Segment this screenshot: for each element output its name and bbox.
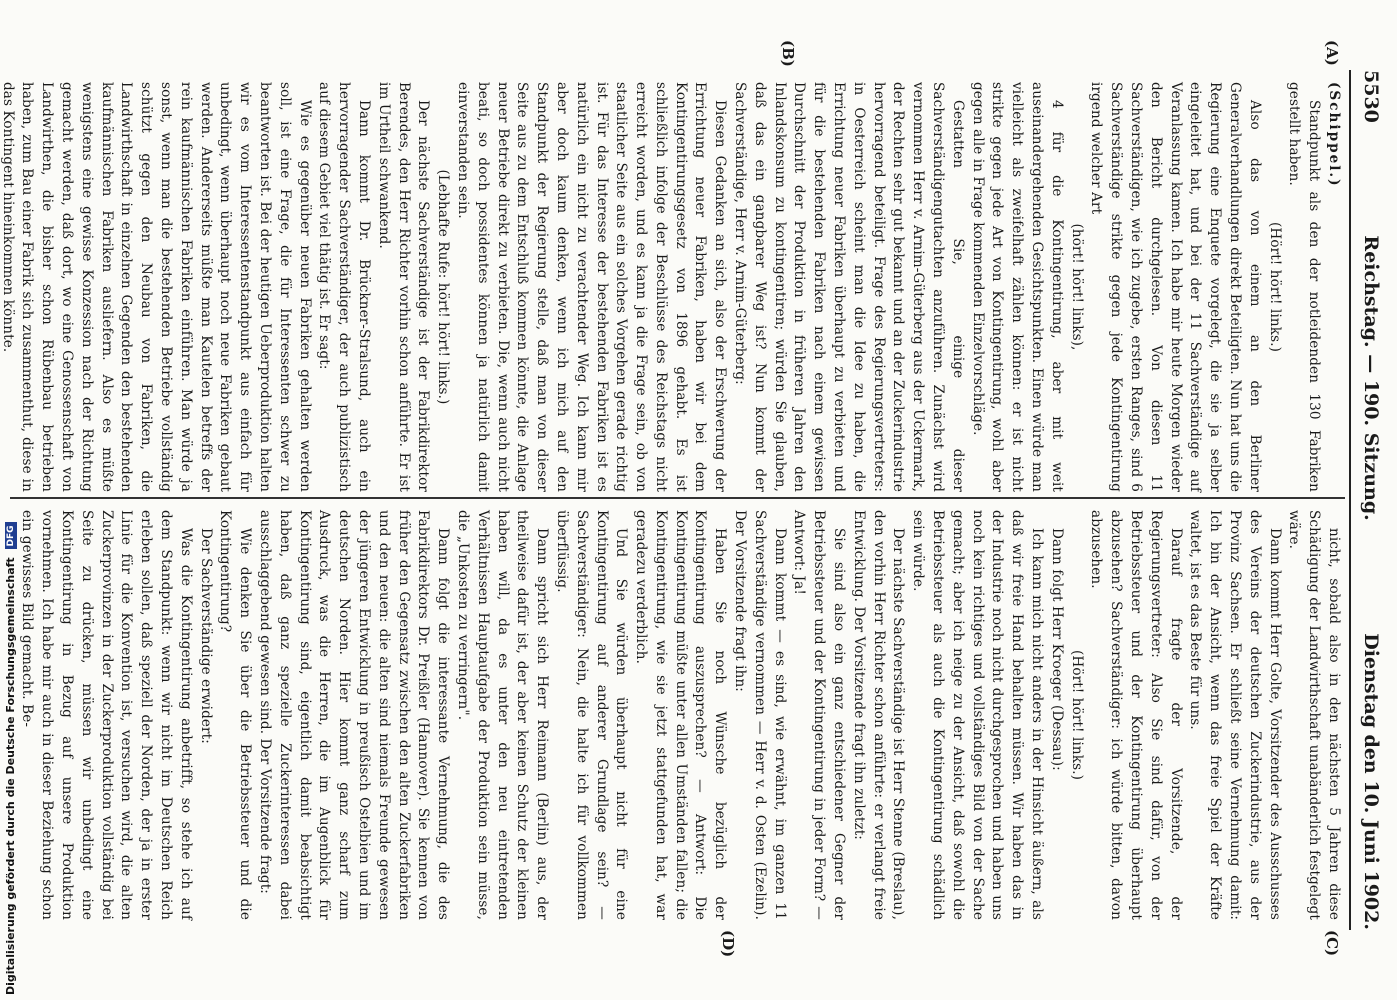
- paragraph: 4 für die Kontingentirung, aber mit weit auseinandergehenden Gesichtspunkten. Einen würde man vielleicht als zweifelhaft zählen können: er ist nicht strikte gegen jede Art von Kontingentirung, wohl aber gegen alle in Frage kommenden Einzelvorschläge.: [969, 82, 1065, 492]
- margin-marker-d: (D): [719, 930, 737, 958]
- paragraph: Der nächste Sachverständige ist der Fabrikdirektor Berendes, den Herr Richter vorhin schon anführte. Er ist im Urtheil schwankend.: [375, 82, 432, 492]
- paragraph: Standpunkt als den der notleidenden 130 Fabriken gestellt haben.: [1286, 82, 1323, 492]
- paragraph: (hört! hört! links),: [1068, 223, 1085, 351]
- digitization-credit: [4, 522, 17, 995]
- margin-marker-b: (B): [779, 40, 797, 67]
- paragraph: Haben Sie noch Wünsche bezüglich der Kontingentirung auszusprechen? — Antwort: Die Kontingentirung müßte unter allen Umständen fallen; die Kontingentirung, wie sie jetzt stattgefunden hat, war geradezu verderblich.: [633, 510, 729, 920]
- left-text-column: [0, 82, 1343, 492]
- paragraph: Wie denken Sie über die Betriebssteuer und die Kontingentirung?: [217, 510, 254, 920]
- paragraph: Dann kommt Dr. Brückner-Stralsund, auch ein hervorragender Sachverständiger, der auch publizistisch auf diesem Gebiet viel thätig ist. Er sagt:: [316, 82, 372, 492]
- page-date: Dienstag den 10. Juni 1902.: [1360, 633, 1382, 930]
- right-text-column: [12, 510, 1343, 920]
- paragraph: Ich kann mich nicht anders in der Hinsicht äußern, als daß wir freie Hand behalten müssen. Wir haben das in der Industrie noch nicht durchgesprochen und haben uns noch kein richtiges und vollständiges Bild von der Sache gemacht; aber ich neige zu der Ansicht, daß sowohl die Betriebssteuer als auch die Kontingentirung schädlich sein würde.: [910, 510, 1046, 920]
- paragraph: Dann spricht sich Herr Reimann (Berlin) aus, der theilweise dafür ist, der aber keinen Schutz der kleinen haben will, da es unter den neu eintretenden Verhältnissen Hauptaufgabe der Produktion sein müsse, die „Unkosten zu verringern".: [454, 510, 551, 920]
- paragraph: Gestatten Sie, einige dieser Sachverständigengutachten anzuführen. Zunächst wird vernommen Herr v. Arnim-Güterberg aus der Uckermark, der Rechten sehr gut bekannt und an der Zuckerindustrie hervorragend beteiligt. Frage des Regierungsvertreters: in Oesterreich scheint man die Idee zu haben, die Errichtung neuer Fabriken überhaupt zu verbieten und für die bestehenden Fabriken nach einem gewissen Durchschnitt der Produktion in früheren Jahren den Inlandskonsum zu kontingentiren; würden Sie glauben, daß das ein gangbarer Weg ist? Nun kommt der Sachverständige, Herr v. Arnim-Güterberg:: [732, 82, 966, 492]
- page-header: [1351, 70, 1391, 930]
- paragraph: Dann kommt Herr Golte, Vorsitzender des Ausschusses des Vereins der deutschen Zuckerindustrie, aus der Provinz Sachsen. Er schließt seine Vernehmung damit: Ich bin der Ansicht, wenn das freie Spiel der Kräfte waltet, ist es das Beste für uns.: [1187, 510, 1283, 920]
- dfg-logo: DFG: [5, 522, 17, 549]
- paragraph: Dann folgt Herr Kroeger (Dessau):: [1048, 528, 1065, 771]
- paragraph: nicht, sobald also in den nächsten 5 Jahren diese Schädigung der Landwirthschaft unabänderlich festgelegt wäre.: [1286, 510, 1342, 920]
- paragraph: (Hört! hört! links.): [1266, 221, 1283, 353]
- paragraph: Was die Kontingentirung anbetrifft, so stehe ich auf dem Standpunkt: wenn wir nicht im Deutschen Reich erleben sollen, daß speziell der Norden, der ja in erster Linie für die Konvention ist, versuchen wird, die alten Zuckerprovinzen in der Zuckerproduktion vollständig bei Seite zu drücken, müssen wir unbedingt eine Kontingentirung in Bezug auf unsere Produktion vornehmen. Ich habe mir auch in dieser Beziehung schon ein gewisses Bild gemacht. Be-: [19, 510, 194, 920]
- margin-marker-c: (C): [1323, 930, 1341, 957]
- column-divider: [10, 497, 1345, 499]
- paragraph: Dann kommt — es sind, wie erwähnt, im ganzen 11 Sachverständige vernommen — Herr v. d. Osten (Ezelin). Der Vorsitzende fragt ihn:: [732, 510, 788, 920]
- paragraph: Also das von einem an den Berliner Generalverhandlungen direkt Beteiligten. Nun hat uns die Regierung eine Enquete vorgelegt, die sie ja selber eingeleitet hat, und bei der 11 Sachverständige auf Veranlassung kamen. Ich habe mir heute Morgen wieder den Bericht durchgelesen. Von diesen 11 Sachverständigen, wie ich zugebe, ersten Ranges, sind 6 Sachverständige strikte gegen jede Kontingentirung irgend welcher Art: [1088, 82, 1263, 492]
- paragraph: Sie sind also ein ganz entschiedener Gegner der Betriebssteuer und der Kontingentirung in jeder Form? — Antwort: Ja!: [791, 510, 848, 920]
- paragraph: (Hört! hört! links.): [1068, 649, 1085, 781]
- paragraph: Diesen Gedanken an sich, also der Erschwerung der Errichtung neuer Fabriken, haben wir bei dem Kontingentirungsgesetz von 1896 gehabt. Es ist schließlich infolge der Beschlüsse des Reichstags nicht erreicht worden, und es kann ja die Frage sein, ob von staatlicher Seite aus ein solches Vorgehen gerade richtig ist. Für das Interesse der bestehenden Fabriken ist es natürlich ein nicht zu verachtender Weg. Ich kann mir aber doch kaum denken, wenn ich mich auf den Standpunkt der Regierung stelle, daß man von dieser Seite aus zu dem Entschluß kommen könnte, die Anlage neuer Betriebe direkt zu verbieten. Die, wenn auch nicht beati, so doch possidentes können ja natürlich damit einverstanden sein.: [454, 82, 729, 492]
- paragraph: Wie es gegenüber neuen Fabriken gehalten werden soll, ist eine Frage, die für Interessenten schwer zu beantworten ist. Bei der heutigen Ueberproduktion halten wir es vom Interessentenstandpunkt aus einfach für unbedingt, wenn überhaupt noch neue Fabriken gebaut werden. Andererseits müßte man Kautelen betreffs der rein kaufmännischen Fabriken einführen. Man würde ja sonst, wenn man die bestehenden Betriebe vollständig schützt gegen den Neubau von Fabriken, die Landwirthschaft in einzelnen Gegenden den bestehenden kaufmännischen Fabriken ausliefern. Also es müßte wenigstens eine gewisse Konzession nach der Richtung gemacht werden, daß dort, wo eine Genossenschaft von Landwirthen, die bisher schon Rübenbau betrieben haben, zum Bau einer Fabrik sich zusammenthut, diese in das Kontingent hineinkommen könnte.: [0, 82, 313, 492]
- margin-marker-a: (A): [1323, 40, 1341, 66]
- paragraph: Und Sie würden überhaupt nicht für eine Kontingentirung auf anderer Grundlage sein? — Sachverständiger: Nein, die halte ich für vollkommen überflüssig.: [553, 510, 630, 920]
- page-number: 5530: [1360, 70, 1382, 123]
- credit-text: Digitalisierung gefördert durch die Deutsche Forschungsgemeinschaft: [4, 557, 17, 995]
- paragraph: Darauf fragte der Vorsitzende, der Regierungsvertreter: Also Sie sind dafür, von der Betriebssteuer und der Kontingentirung überhaupt abzusehen? Sachverständiger: ich würde bitten, davon abzusehen.: [1088, 510, 1184, 920]
- paragraph: (Lebhafte Rufe: hört! hört! links.): [435, 169, 452, 405]
- paragraph: Der Sachverständige erwidert:: [197, 528, 214, 744]
- header-rule: [1349, 70, 1351, 930]
- paragraph: Dann folgt die interessante Vernehmung, die des Fabrikdirektors Dr. Preißler (Hannover). Sie kennen von früher den Gegensatz zwischen den alten Zuckerfabriken und den neuen: die alten sind niemals Freunde gewesen der jüngeren Entwicklung in preußisch Ostelbien und im deutschen Norden. Hier kommt ganz scharf zum Ausdruck, was die Herren, die im Augenblick für Kontingentirung sind, eigentlich damit beabsichtigt haben, daß ganz spezielle Zuckerinteressen dabei ausschlaggebend gewesen sind. Der Vorsitzende fragt:: [256, 510, 452, 920]
- page-title: Reichstag. — 190. Sitzung.: [1360, 235, 1382, 521]
- paragraph: Der nächste Sachverständige ist Herr Stenne (Breslau), den vorhin Herr Richter schon anführte: er verlangt freie Entwicklung. Der Vorsitzende fragt ihn zuletzt:: [850, 510, 907, 920]
- speaker-label: (Schippel.): [1326, 82, 1342, 188]
